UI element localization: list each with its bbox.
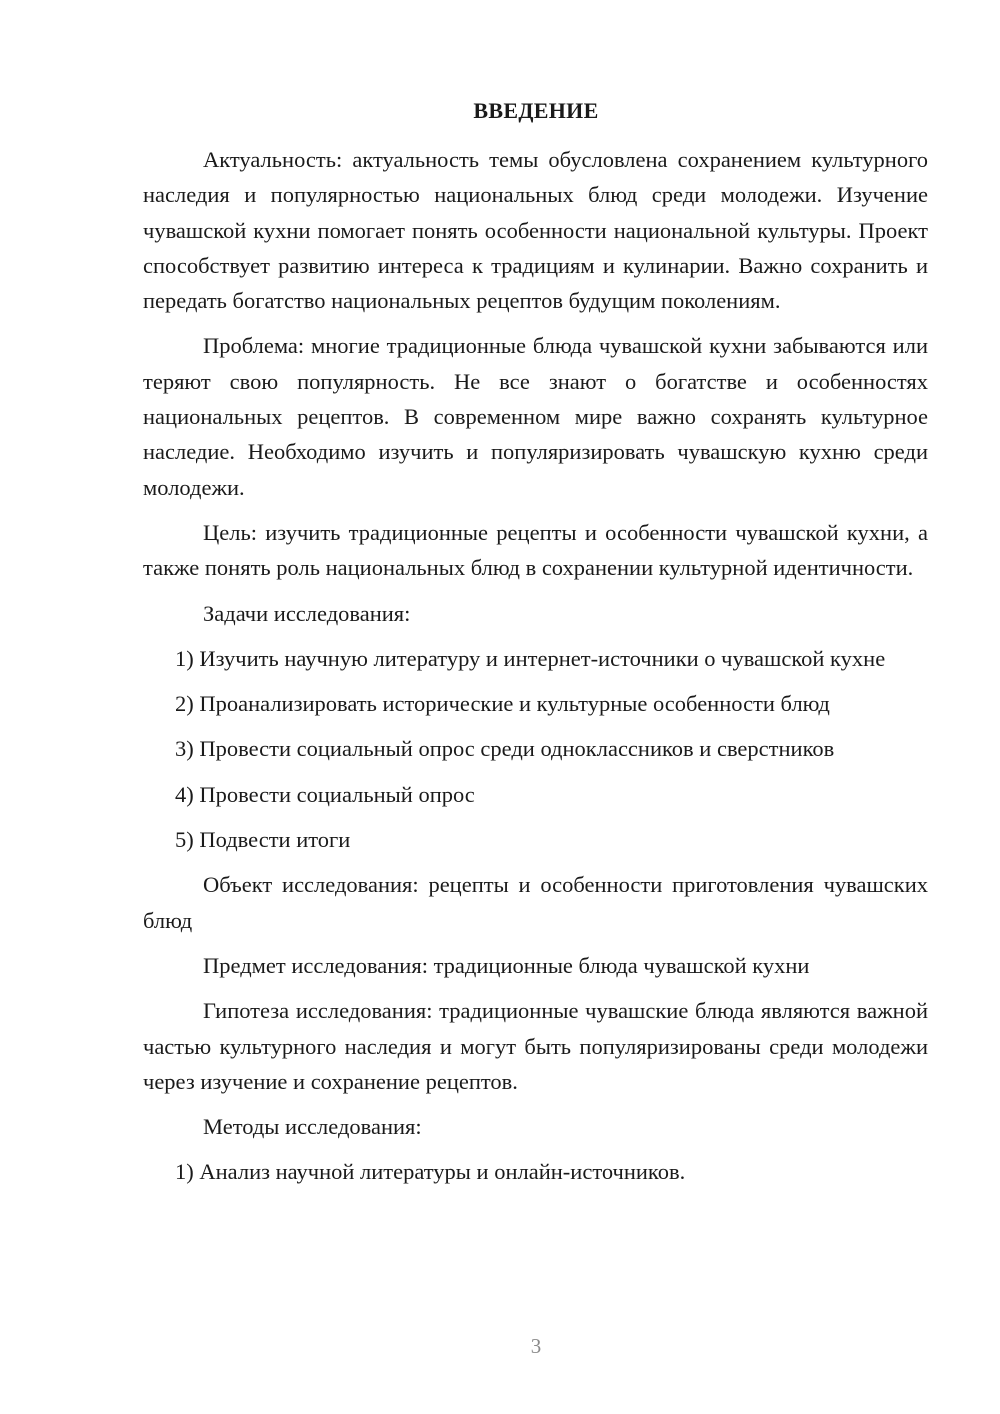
document-body — [143, 142, 928, 1190]
task-item-1: 1) Изучить научную литературу и интернет-источники о чувашской кухне — [175, 645, 886, 671]
task-item-2: 2) Проанализировать исторические и культурные особенности блюд — [175, 691, 830, 717]
page-number: 3 — [530, 1334, 542, 1358]
hypothesis-paragraph: Гипотеза исследования: традиционные чувашские блюда являются важной частью культурного наследия и могут быть популяризированы среди молодежи через изучение и сохранение рецептов. — [143, 998, 928, 1094]
goal-paragraph: Цель: изучить традиционные рецепты и особенности чувашской кухни, а также понять роль национальных блюд в сохранении культурной идентичности. — [143, 519, 928, 581]
task-item-5: 5) Подвести итоги — [175, 827, 351, 853]
page-title: ВВЕДЕНИЕ — [473, 98, 599, 123]
methods-heading: Методы исследования: — [203, 1114, 422, 1140]
task-item-3: 3) Провести социальный опрос среди одноклассников и сверстников — [175, 736, 835, 762]
tasks-heading: Задачи исследования: — [203, 600, 411, 626]
task-item-4: 4) Провести социальный опрос — [175, 781, 475, 807]
method-item-1: 1) Анализ научной литературы и онлайн-источников. — [175, 1159, 686, 1185]
relevance-paragraph: Актуальность: актуальность темы обусловлена сохранением культурного наследия и популярностью национальных блюд среди молодежи. Изучение чувашской кухни помогает понять особенности национальной культуры. Проект способствует развитию интереса к традициям и кулинарии. Важно сохранить и передать богатство национальных рецептов будущим поколениям. — [143, 147, 928, 314]
object-paragraph: Объект исследования: рецепты и особенности приготовления чувашских блюд — [143, 872, 928, 933]
problem-paragraph: Проблема: многие традиционные блюда чувашской кухни забываются или теряют свою популярность. Не все знают о богатстве и особенностях национальных рецептов. В современном мире важно сохранять культурное наследие. Необходимо изучить и популяризировать чувашскую кухню среди молодежи. — [143, 333, 928, 500]
subject-paragraph: Предмет исследования: традиционные блюда чувашской кухни — [203, 952, 810, 978]
